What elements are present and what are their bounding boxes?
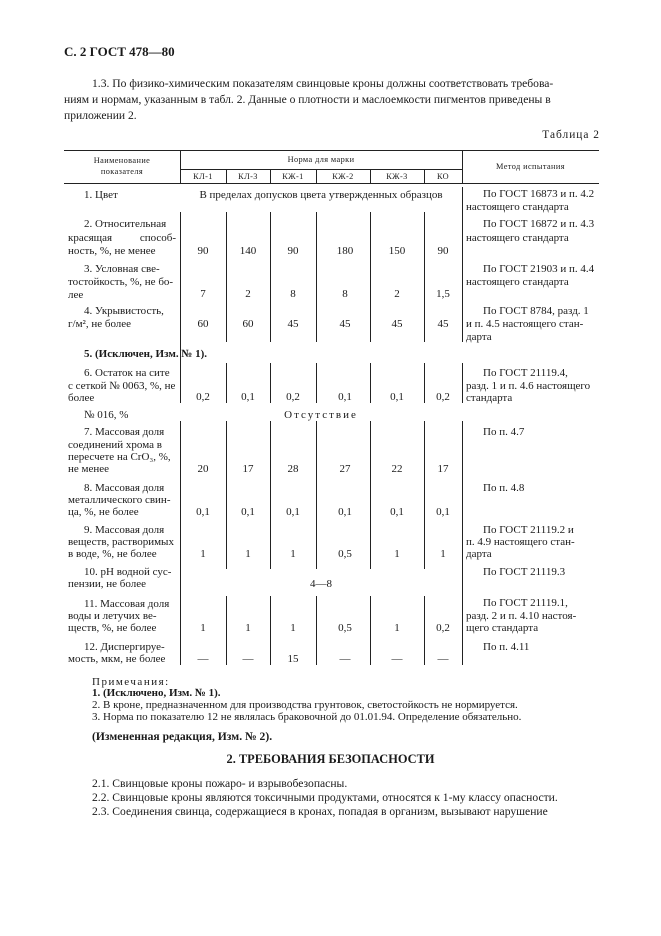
value-cell: 0,5 [338, 622, 352, 634]
value-cell: 22 [391, 463, 403, 475]
col-rule [226, 421, 227, 569]
row-method: настоящего стандарта [466, 276, 569, 288]
norm-subheader-rule [180, 169, 462, 170]
grade-kzh2: КЖ-2 [332, 172, 354, 181]
table-top-rule [64, 150, 599, 151]
page-header: С. 2 ГОСТ 478—80 [64, 44, 175, 59]
value-cell: 15 [287, 653, 299, 665]
value-cell: 1 [245, 548, 251, 560]
row-method: По ГОСТ 8784, разд. 1 [483, 305, 589, 317]
value-cell: 2 [245, 288, 251, 300]
value-cell: — [242, 653, 254, 665]
value-cell: 1 [290, 548, 296, 560]
value-cell: 0,1 [286, 506, 300, 518]
section-para-2: 2.2. Свинцовые кроны являются токсичными продуктами, относятся к 1-му классу опасности. [92, 791, 558, 804]
row-method: настоящего стандарта [466, 232, 569, 244]
value-cell: 0,1 [390, 391, 404, 403]
row-method: дарта [466, 331, 492, 343]
row-name: с сеткой № 0063, %, не [68, 380, 176, 392]
row-method: По ГОСТ 16872 и п. 4.3 [483, 218, 595, 230]
row-name: № 016, % [84, 409, 129, 421]
value-cell: 1 [290, 622, 296, 634]
row-method: По п. 4.8 [483, 482, 525, 494]
row-name: веществ, растворимых [68, 536, 174, 548]
row-method: По п. 4.11 [483, 641, 530, 653]
row-method: По ГОСТ 21119.1, [483, 597, 568, 609]
grade-ko: КО [436, 172, 450, 181]
head-norm: Норма для марки [287, 155, 355, 164]
row-name: 6. Остаток на сите [84, 367, 170, 379]
value-cell: 1,5 [436, 288, 450, 300]
grade-kzh3: КЖ-3 [386, 172, 408, 181]
value-cell: 140 [239, 245, 257, 257]
value-cell: 0,1 [241, 506, 255, 518]
table-caption: Таблица 2 [542, 129, 600, 141]
row-method: и п. 4.5 настоящего стан- [466, 318, 584, 330]
value-cell: 60 [197, 318, 209, 330]
row-name: 1. Цвет [84, 189, 118, 201]
value-cell: — [197, 653, 209, 665]
value-cell: — [437, 653, 449, 665]
section-para-1: 2.1. Свинцовые кроны пожаро- и взрывобезопасны. [92, 777, 348, 790]
row-span-value: Отсутствие [284, 409, 358, 421]
value-cell: 0,1 [338, 391, 352, 403]
row-method: щего стандарта [466, 622, 539, 634]
row-name: воды и летучих ве- [68, 610, 157, 622]
row-name: пензии, не более [68, 578, 146, 590]
head-method: Метод испытания [496, 162, 565, 171]
value-cell: 90 [287, 245, 299, 257]
value-cell: 1 [394, 622, 400, 634]
row-name: в воде, %, не более [68, 548, 157, 560]
row-name: не менее [68, 463, 110, 475]
notes-title: Примечания: [92, 676, 170, 688]
value-cell: 20 [197, 463, 209, 475]
section-title: 2. ТРЕБОВАНИЯ БЕЗОПАСНОСТИ [226, 752, 435, 766]
row-method: стандарта [466, 392, 513, 404]
row-method: дарта [466, 548, 492, 560]
table-head-rule [64, 183, 599, 184]
row-name: 9. Массовая доля [84, 524, 165, 536]
row-name: красящая способ- [68, 232, 176, 244]
value-cell: 45 [287, 318, 299, 330]
value-cell: 17 [242, 463, 254, 475]
row-name: ность, %, не менее [68, 245, 156, 257]
row-name: 2. Относительная [84, 218, 167, 230]
value-cell: 90 [437, 245, 449, 257]
value-cell: 0,1 [436, 506, 450, 518]
value-cell: 45 [437, 318, 449, 330]
value-cell: 0,1 [196, 506, 210, 518]
note-1: 1. (Исключено, Изм. № 1). [92, 687, 221, 699]
row-name: металлического свин- [68, 494, 171, 506]
head-name-1: Наименование [93, 156, 151, 165]
row-name: 3. Условная све- [84, 263, 160, 275]
value-cell: 0,5 [338, 548, 352, 560]
value-cell: 7 [200, 288, 206, 300]
row-method: По ГОСТ 21119.4, [483, 367, 568, 379]
value-cell: 27 [339, 463, 351, 475]
value-cell: 1 [245, 622, 251, 634]
row-method: п. 4.9 настоящего стан- [466, 536, 575, 548]
value-cell: 45 [339, 318, 351, 330]
value-cell: 8 [290, 288, 296, 300]
row-name: соединений хрома в [68, 439, 162, 451]
row-name: г/м², не более [68, 318, 132, 330]
value-cell: 1 [394, 548, 400, 560]
section-para-3: 2.3. Соединения свинца, содержащиеся в кронах, попадая в организм, вызывают нарушение [92, 805, 548, 818]
row-name: тостойкость, %, не бо- [68, 276, 174, 288]
value-cell: 0,1 [390, 506, 404, 518]
row-span-value: В пределах допусков цвета утвержденных образцов [199, 189, 443, 201]
row-method: По п. 4.7 [483, 426, 525, 438]
row-name: ществ, %, не более [68, 622, 157, 634]
row-name: более [68, 392, 95, 404]
intro-line-3: приложении 2. [64, 109, 137, 122]
value-cell: 17 [437, 463, 449, 475]
row-method: настоящего стандарта [466, 201, 569, 213]
value-cell: 0,2 [196, 391, 210, 403]
row-name: пересчете на CrO₃, %, [68, 451, 171, 463]
row-name: 10. pH водной сус- [84, 566, 172, 578]
grade-kl1: КЛ-1 [193, 172, 213, 181]
value-cell: 1 [200, 548, 206, 560]
row-method: По ГОСТ 21903 и п. 4.4 [483, 263, 595, 275]
col-rule [370, 421, 371, 569]
revision-note: (Измененная редакция, Изм. № 2). [92, 730, 273, 743]
value-cell: 1 [440, 548, 446, 560]
row-span-value: 4—8 [310, 578, 332, 590]
row-method: По ГОСТ 16873 и п. 4.2 [483, 188, 595, 200]
grade-kzh1: КЖ-1 [282, 172, 304, 181]
value-cell: 1 [200, 622, 206, 634]
value-cell: — [339, 653, 351, 665]
note-3: 3. Норма по показателю 12 не являлась браковочной до 01.01.94. Определение обязательно. [92, 711, 522, 723]
value-cell: 28 [287, 463, 299, 475]
col-rule [270, 421, 271, 569]
row-name: мость, мкм, не более [68, 653, 166, 665]
value-cell: 180 [336, 245, 354, 257]
row-name: 12. Диспергируе- [84, 641, 165, 653]
value-cell: — [391, 653, 403, 665]
value-cell: 0,1 [241, 391, 255, 403]
col-rule [316, 421, 317, 569]
row-method: По ГОСТ 21119.3 [483, 566, 566, 578]
row-name: 8. Массовая доля [84, 482, 165, 494]
value-cell: 2 [394, 288, 400, 300]
row-name: 11. Массовая доля [84, 598, 170, 610]
row-name: лее [68, 289, 84, 301]
row-method: разд. 2 и п. 4.10 настоя- [466, 610, 577, 622]
intro-line-1: 1.3. По физико-химическим показателям свинцовые кроны должны соответствовать требова- [92, 77, 554, 90]
row-method: По ГОСТ 21119.2 и [483, 524, 574, 536]
value-cell: 150 [388, 245, 406, 257]
value-cell: 0,2 [436, 391, 450, 403]
value-cell: 60 [242, 318, 254, 330]
head-name-2: показателя [100, 167, 144, 176]
value-cell: 90 [197, 245, 209, 257]
row-name: ца, %, не более [68, 506, 139, 518]
value-cell: 0,2 [286, 391, 300, 403]
note-2: 2. В кроне, предназначенном для производства грунтовок, светостойкость не нормируется. [92, 699, 518, 711]
grade-kl3: КЛ-3 [238, 172, 258, 181]
row-name: 7. Массовая доля [84, 426, 165, 438]
value-cell: 0,2 [436, 622, 450, 634]
col-rule [424, 421, 425, 569]
intro-line-2: ниям и нормам, указанным в табл. 2. Данные о плотности и маслоемкости пигментов приведены в [64, 93, 551, 106]
value-cell: 8 [342, 288, 348, 300]
value-cell: 45 [391, 318, 403, 330]
row-name: 4. Укрывистость, [84, 305, 164, 317]
row-method: разд. 1 и п. 4.6 настоящего [466, 380, 591, 392]
row-name-excluded: 5. (Исключен, Изм. № 1). [84, 348, 208, 360]
value-cell: 0,1 [338, 506, 352, 518]
